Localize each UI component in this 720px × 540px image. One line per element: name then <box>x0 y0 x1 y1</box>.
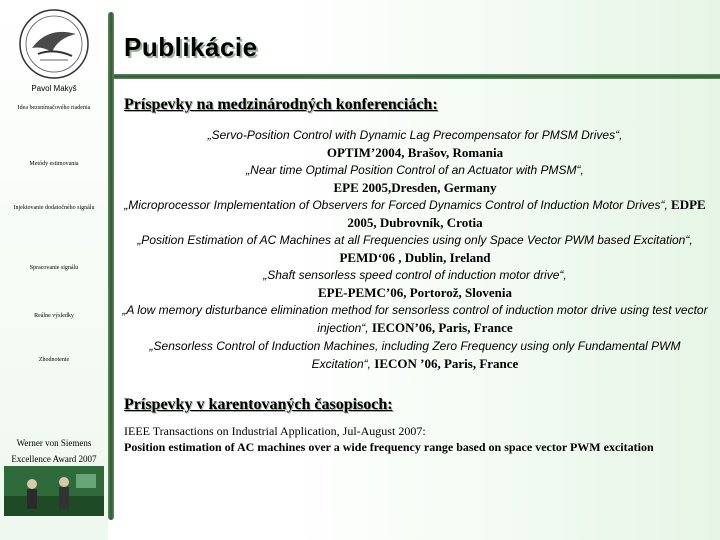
paper-title: „Shaft sensorless speed control of induction motor drive“, <box>263 268 567 282</box>
author-name: Pavol Makyš <box>31 84 77 93</box>
paper-title: „Position Estimation of AC Machines at all Frequencies using only Space Vector PWM based Excitation“, <box>137 233 693 247</box>
list-item <box>122 231 708 266</box>
paper-venue: EPE-PEMC’06, Portorož, Slovenia <box>317 285 512 300</box>
sidebar-item-signal-processing[interactable]: Spracovanie signálu <box>29 265 79 271</box>
award-photo-icon <box>4 466 104 516</box>
list-item <box>122 266 708 301</box>
horizontal-divider <box>114 74 720 79</box>
sidebar-item-estimation-methods[interactable]: Metódy estimovania <box>29 161 79 167</box>
sidebar-item-signal-injection[interactable]: Injektovanie dodatočného signálu <box>13 205 95 211</box>
university-logo-icon <box>18 8 90 80</box>
journal-paper-title: Position estimation of AC machines over a wide frequency range based on space vector PWM excitation <box>124 440 654 454</box>
paper-venue: IECON ’06, Paris, France <box>374 356 519 371</box>
paper-venue: EPE 2005,Dresden, Germany <box>333 180 497 195</box>
journals-heading: Príspevky v karentovaných časopisoch: <box>124 396 393 413</box>
paper-title: „Sensorless Control of Induction Machines, including Zero Frequency using only Fundamental PWM Excitation“, <box>149 339 681 371</box>
vertical-divider <box>108 12 114 520</box>
paper-title: „A low memory disturbance elimination method for sensorless control of induction motor drive using test vector injection“, <box>122 303 708 335</box>
list-item <box>122 196 708 231</box>
award-line2: Excellence Award 2007 <box>11 454 97 464</box>
paper-venue: EDPE 2005, Dubrovník, Crotia <box>347 197 706 230</box>
journal-venue: IEEE Transactions on Industrial Application, Jul-August 2007: <box>124 424 426 438</box>
paper-title: „Servo-Position Control with Dynamic Lag Precompensator for PMSM Drives“, <box>207 128 623 142</box>
paper-venue: IECON’06, Paris, France <box>371 320 513 335</box>
paper-venue: OPTIM’2004, Brašov, Romania <box>326 145 504 160</box>
award-line1: Werner von Siemens <box>16 438 92 448</box>
list-item <box>122 126 708 161</box>
sidebar-item-real-results[interactable]: Reálne výsledky <box>34 313 74 319</box>
list-item <box>122 161 708 196</box>
list-item <box>122 337 708 373</box>
sidebar-item-idea[interactable]: Idea bezsnímačového riadenia <box>17 105 91 111</box>
paper-venue: PEMD‘06 , Dublin, Ireland <box>339 250 491 265</box>
conference-list <box>122 126 708 373</box>
sidebar-item-conclusion[interactable]: Zhodnotenie <box>38 357 70 363</box>
list-item <box>122 301 708 337</box>
page-title: Publikácie <box>124 32 258 62</box>
paper-title: „Near time Optimal Position Control of an Actuator with PMSM“, <box>246 163 584 177</box>
conferences-heading: Príspevky na medzinárodných konferenciách: <box>124 96 438 113</box>
paper-title: „Microprocessor Implementation of Observers for Forced Dynamics Control of Induction Motor Drives“, <box>124 198 668 212</box>
